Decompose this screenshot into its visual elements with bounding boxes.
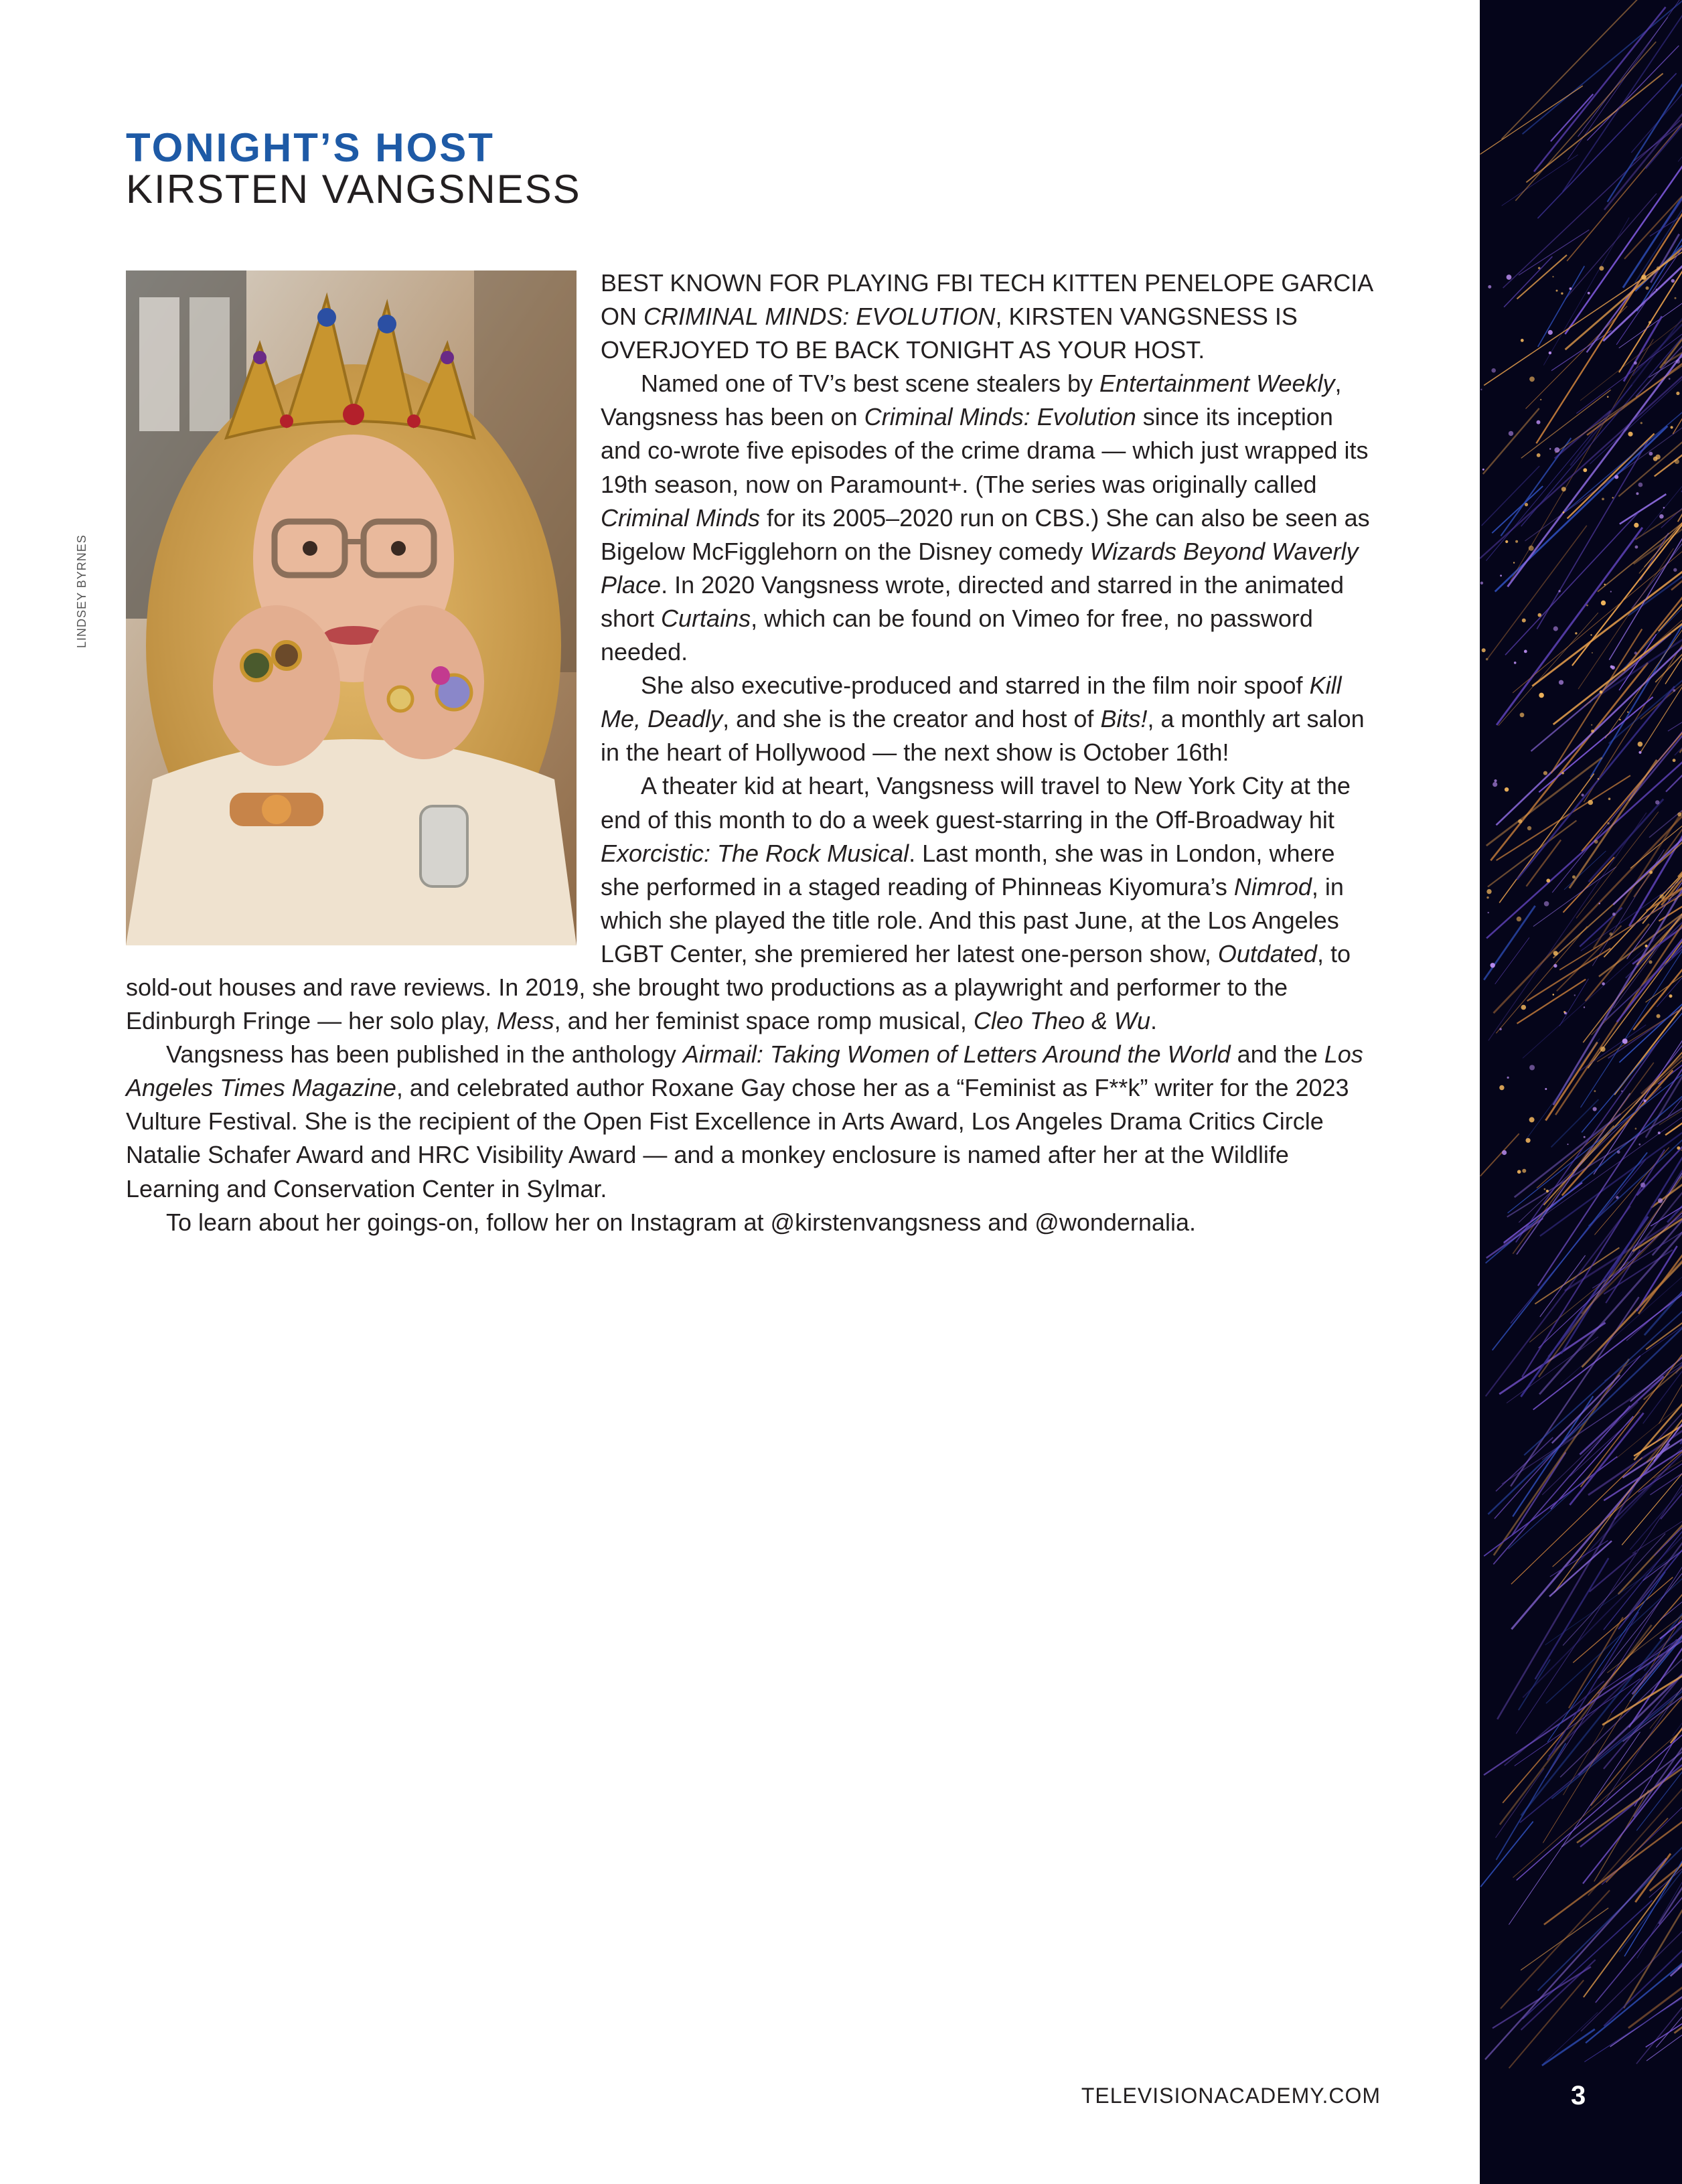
text-run: Curtains — [661, 604, 751, 632]
text-run: Criminal Minds: Evolution — [864, 403, 1136, 431]
bio-paragraph-social — [126, 1206, 1378, 1239]
text-run: To learn about her goings-on, follow her on Instagram at @kirstenvangsness and @wondernalia. — [166, 1208, 1196, 1236]
text-run: . — [1150, 1007, 1158, 1035]
text-run: , to sold-out houses and rave reviews. In 2019, she brought two productions as a playwright and performer to the Edinburgh Fringe — her solo play, — [126, 939, 1351, 1035]
text-run: Named one of TV’s best scene stealers by — [641, 370, 1100, 398]
text-run: A theater kid at heart, Vangsness will travel to New York City at the end of this month to do a week guest-starring in the Off-Broadway hit — [601, 772, 1351, 834]
text-run: , and her feminist space romp musical, — [554, 1007, 974, 1035]
text-run: Mess — [496, 1007, 554, 1035]
host-bio-article — [126, 266, 1378, 1239]
text-run: , a monthly art salon in the heart of Hollywood — the next show is October 16th! — [601, 705, 1365, 767]
text-run: Exorcistic: The Rock Musical — [601, 839, 909, 867]
footer-website: TELEVISIONACADEMY.COM — [1081, 2084, 1381, 2108]
text-run: Outdated — [1217, 939, 1317, 967]
bio-paragraph-honors — [126, 1038, 1378, 1205]
host-name-title: KIRSTEN VANGSNESS — [126, 167, 581, 212]
text-run: for its 2005–2020 run on CBS.) She can also be seen as Bigelow McFigglehorn on the Disney comedy — [601, 503, 1370, 565]
text-run: Entertainment Weekly — [1099, 370, 1335, 398]
text-run: . In 2020 Vangsness wrote, directed and starred in the animated short — [601, 570, 1345, 632]
text-run: and the — [1230, 1040, 1324, 1069]
text-run: Cleo Theo & Wu — [973, 1007, 1151, 1035]
text-run: . Last month, she was in London, where she performed in a staged reading of Phinneas Kiyomura’s — [601, 839, 1335, 901]
text-run: since its inception and co-wrote five episodes of the crime drama — which just wrapped its 19th season, now on Paramount+. (The series was originally called — [601, 403, 1369, 498]
decorative-light-panel — [1480, 0, 1682, 2184]
photo-wrap-spacer — [126, 266, 577, 946]
text-run: , which can be found on Vimeo for free, no password needed. — [601, 604, 1313, 666]
text-run: , and she is the creator and host of — [722, 705, 1101, 733]
text-run: , in which she played the title role. And this past June, at the Los Angeles LGBT Center, she premiered her latest one-person show, — [601, 872, 1344, 967]
text-run: Wizards Beyond Waverly Place — [601, 537, 1359, 599]
text-run: , and celebrated author Roxane Gay chose her as a “Feminist as F**k” writer for the 2023 Vulture Festival. She is the recipient of the Open Fist Excellence in Arts Award, Los Angeles Drama Critics Circle Natalie Schafer Award and HRC Visibility Award — and a monkey enclosure is named after her at the Wildlife Learning and Conservation Center in Sylmar. — [126, 1074, 1349, 1202]
text-run: , Vangsness has been on — [601, 370, 1342, 431]
text-run: Bits! — [1100, 705, 1148, 733]
section-kicker: TONIGHT’S HOST — [126, 125, 495, 170]
text-run: Nimrod — [1233, 872, 1312, 901]
text-run: Criminal Minds — [601, 503, 761, 532]
text-run: BEST KNOWN FOR PLAYING FBI TECH KITTEN PENELOPE GARCIA ON — [601, 269, 1373, 331]
text-run: Los Angeles Times Magazine — [126, 1040, 1363, 1102]
text-run: Kill Me, Deadly — [601, 672, 1342, 733]
text-run: Vangsness has been published in the anthology — [166, 1040, 683, 1069]
text-run: She also executive-produced and starred in the film noir spoof — [641, 672, 1310, 700]
page-number: 3 — [1571, 2081, 1586, 2110]
text-run: CRIMINAL MINDS: EVOLUTION — [643, 303, 996, 331]
text-run: , KIRSTEN VANGSNESS IS OVERJOYED TO BE BACK TONIGHT AS YOUR HOST. — [601, 303, 1298, 364]
light-streaks-graphic — [1480, 0, 1682, 2184]
photo-credit: LINDSEY BYRNES — [75, 534, 88, 648]
text-run: Airmail: Taking Women of Letters Around the World — [682, 1040, 1231, 1069]
